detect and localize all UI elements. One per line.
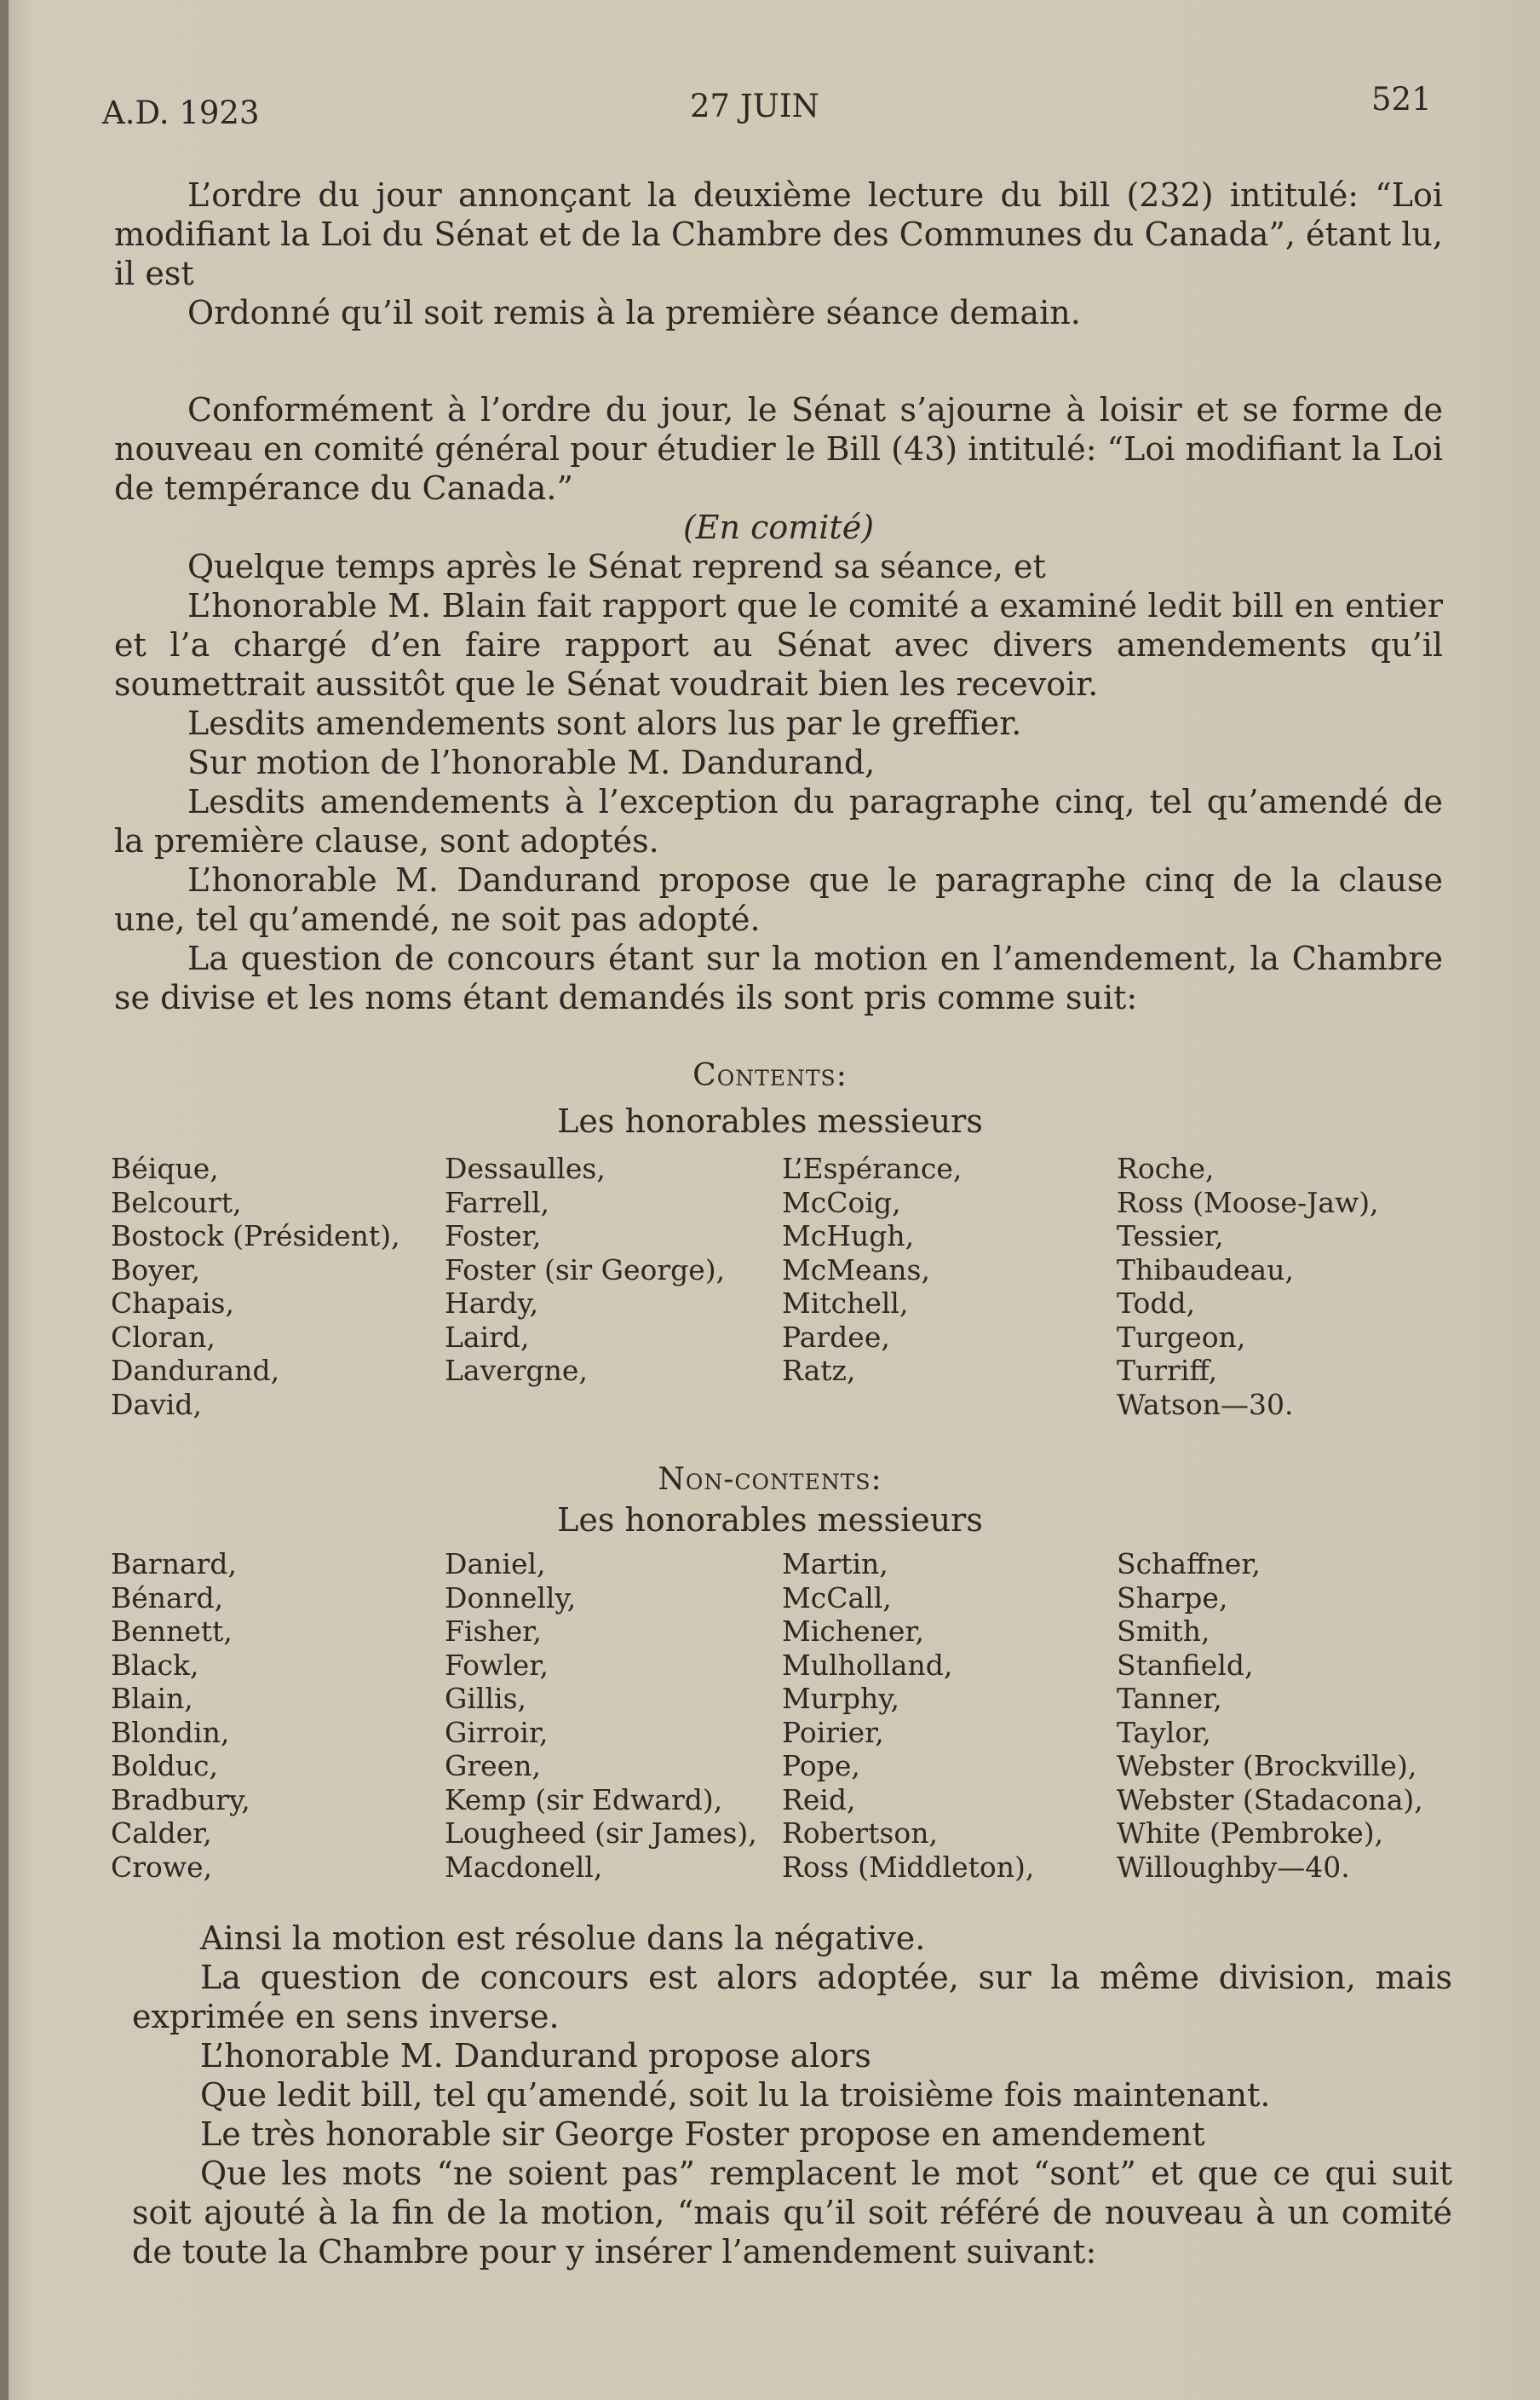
name-entry: Bennett, xyxy=(111,1614,233,1648)
name-entry: Schaffner, xyxy=(1117,1547,1261,1580)
paragraph: Sur motion de l’honorable M. Dandurand, xyxy=(187,744,876,781)
name-entry: Laird, xyxy=(445,1320,530,1354)
name-entry: Foster, xyxy=(445,1219,542,1252)
name-column xyxy=(1117,1547,1457,1884)
name-entry: Crowe, xyxy=(111,1850,213,1884)
name-entry: Green, xyxy=(445,1749,541,1782)
non-contents-heading: Non-contents: xyxy=(658,1462,882,1497)
name-entry: Lavergne, xyxy=(445,1354,588,1387)
running-header xyxy=(0,81,1540,132)
name-entry: Thibaudeau, xyxy=(1117,1252,1294,1286)
name-entry: McCall, xyxy=(782,1580,892,1614)
paragraph: Que les mots “ne soient pas” remplacent le mot “sont” et que ce qui suit soit ajouté à la fin de la motion, “mais qu’il soit référé de nouveau à un comité de toute la Chambre pour y insérer l’amendement suivant: xyxy=(132,2155,1452,2271)
order-of-day-block xyxy=(114,176,1443,332)
paragraph: Le très honorable sir George Foster propose en amendement xyxy=(200,2115,1205,2153)
name-entry: Bradbury, xyxy=(111,1782,250,1816)
contents-subheading: Les honorables messieurs xyxy=(557,1102,983,1140)
name-entry: Black, xyxy=(111,1648,199,1682)
contents-heading: Contents: xyxy=(692,1058,848,1093)
name-entry: Murphy, xyxy=(782,1682,899,1715)
name-entry: Mitchell, xyxy=(782,1286,909,1320)
name-entry: Fowler, xyxy=(445,1648,549,1682)
paragraph: L’honorable M. Dandurand propose que le paragraphe cinq de la clause une, tel qu’amendé, ne soit pas adopté. xyxy=(114,861,1443,938)
name-entry: Kemp (sir Edward), xyxy=(445,1782,723,1816)
name-entry: White (Pembroke), xyxy=(1117,1816,1384,1850)
paragraph: Ainsi la motion est résolue dans la négative. xyxy=(200,1919,926,1957)
name-column xyxy=(111,1547,445,1884)
paragraph: L’ordre du jour annonçant la deuxième lecture du bill (232) intitulé: “Loi modifiant la Loi du Sénat et de la Chambre des Communes du Canada”, étant lu, il est xyxy=(114,176,1443,292)
paragraph: Quelque temps après le Sénat reprend sa séance, et xyxy=(187,548,1046,585)
name-entry: Fisher, xyxy=(445,1614,542,1648)
name-entry: Martin, xyxy=(782,1547,888,1580)
name-entry: Ross (Moose-Jaw), xyxy=(1117,1185,1379,1219)
name-column xyxy=(445,1152,782,1421)
name-entry: Bolduc, xyxy=(111,1749,219,1782)
name-entry: Turriff, xyxy=(1117,1354,1218,1387)
paragraph: L’honorable M. Dandurand propose alors xyxy=(200,2037,871,2075)
name-entry: McCoig, xyxy=(782,1185,901,1219)
name-entry: Calder, xyxy=(111,1816,212,1850)
name-entry: Blondin, xyxy=(111,1715,230,1749)
name-entry: L’Espérance, xyxy=(782,1152,962,1185)
name-column xyxy=(782,1152,1117,1421)
name-entry: Webster (Brockville), xyxy=(1117,1749,1417,1782)
name-entry: McHugh, xyxy=(782,1219,915,1252)
name-entry: Reid, xyxy=(782,1782,856,1816)
name-entry: Daniel, xyxy=(445,1547,546,1580)
name-entry: McMeans, xyxy=(782,1252,930,1286)
name-entry: Todd, xyxy=(1117,1286,1196,1320)
name-column xyxy=(111,1152,445,1421)
name-entry: Taylor, xyxy=(1117,1715,1211,1749)
name-entry: Cloran, xyxy=(111,1320,215,1354)
header-year: A.D. 1923 xyxy=(102,95,260,131)
name-entry: Watson—30. xyxy=(1117,1387,1294,1421)
name-entry: Webster (Stadacona), xyxy=(1117,1782,1423,1816)
name-entry: Macdonell, xyxy=(445,1850,603,1884)
name-entry: Roche, xyxy=(1117,1152,1215,1185)
name-entry: Smith, xyxy=(1117,1614,1210,1648)
contents-name-list xyxy=(111,1152,1457,1421)
header-date: 27 JUIN xyxy=(690,88,819,124)
name-entry: Tanner, xyxy=(1117,1682,1222,1715)
name-entry: Hardy, xyxy=(445,1286,539,1320)
name-entry: Stanfield, xyxy=(1117,1648,1254,1682)
name-entry: Turgeon, xyxy=(1117,1320,1246,1354)
non-contents-subheading: Les honorables messieurs xyxy=(557,1501,983,1539)
name-entry: Bénard, xyxy=(111,1580,224,1614)
name-entry: Girroir, xyxy=(445,1715,549,1749)
name-entry: Bostock (Président), xyxy=(111,1219,400,1252)
name-column xyxy=(445,1547,782,1884)
paragraph: Que ledit bill, tel qu’amendé, soit lu la troisième fois maintenant. xyxy=(200,2076,1271,2114)
paragraph: Ordonné qu’il soit remis à la première séance demain. xyxy=(187,294,1081,331)
paragraph: La question de concours étant sur la motion en l’amendement, la Chambre se divise et les noms étant demandés ils sont pris comme suit: xyxy=(114,940,1443,1016)
paragraph: L’honorable M. Blain fait rapport que le comité a examiné ledit bill en entier et l’a chargé d’en faire rapport au Sénat avec divers amendements qu’il soumettrait aussitôt que le Sénat voudrait bien les recevoir. xyxy=(114,587,1443,703)
name-entry: Willoughby—40. xyxy=(1117,1850,1350,1884)
name-entry: Poirier, xyxy=(782,1715,884,1749)
name-entry: Robertson, xyxy=(782,1816,938,1850)
paragraph: Lesdits amendements à l’exception du paragraphe cinq, tel qu’amendé de la première clause, sont adoptés. xyxy=(114,783,1443,860)
page-number: 521 xyxy=(1371,81,1432,118)
committee-heading: (En comité) xyxy=(682,509,875,546)
paragraph: Lesdits amendements sont alors lus par le greffier. xyxy=(187,705,1022,742)
name-entry: Gillis, xyxy=(445,1682,527,1715)
binding-edge xyxy=(0,0,9,2400)
name-entry: Sharpe, xyxy=(1117,1580,1228,1614)
committee-block xyxy=(114,390,1443,1017)
name-entry: Belcourt, xyxy=(111,1185,242,1219)
name-entry: David, xyxy=(111,1387,202,1421)
name-column xyxy=(1117,1152,1457,1421)
name-entry: Farrell, xyxy=(445,1185,550,1219)
name-entry: Boyer, xyxy=(111,1252,200,1286)
paragraph: La question de concours est alors adoptée, sur la même division, mais exprimée en sens inverse. xyxy=(132,1959,1452,2035)
name-entry: Tessier, xyxy=(1117,1219,1224,1252)
name-entry: Pardee, xyxy=(782,1320,890,1354)
non-contents-name-list xyxy=(111,1547,1457,1884)
name-entry: Michener, xyxy=(782,1614,925,1648)
name-entry: Ross (Middleton), xyxy=(782,1850,1035,1884)
name-entry: Foster (sir George), xyxy=(445,1252,726,1286)
name-entry: Donnelly, xyxy=(445,1580,577,1614)
name-column xyxy=(782,1547,1117,1884)
motion-block xyxy=(132,1919,1452,2271)
name-entry: Chapais, xyxy=(111,1286,234,1320)
name-entry: Pope, xyxy=(782,1749,860,1782)
name-entry: Ratz, xyxy=(782,1354,856,1387)
name-entry: Dandurand, xyxy=(111,1354,280,1387)
name-entry: Blain, xyxy=(111,1682,193,1715)
name-entry: Barnard, xyxy=(111,1547,238,1580)
name-entry: Béique, xyxy=(111,1152,219,1185)
name-entry: Mulholland, xyxy=(782,1648,953,1682)
paragraph: Conformément à l’ordre du jour, le Sénat s’ajourne à loisir et se forme de nouveau en comité général pour étudier le Bill (43) intitulé: “Loi modifiant la Loi de tempérance du Canada.” xyxy=(114,391,1443,507)
name-entry: Dessaulles, xyxy=(445,1152,606,1185)
name-entry: Lougheed (sir James), xyxy=(445,1816,757,1850)
